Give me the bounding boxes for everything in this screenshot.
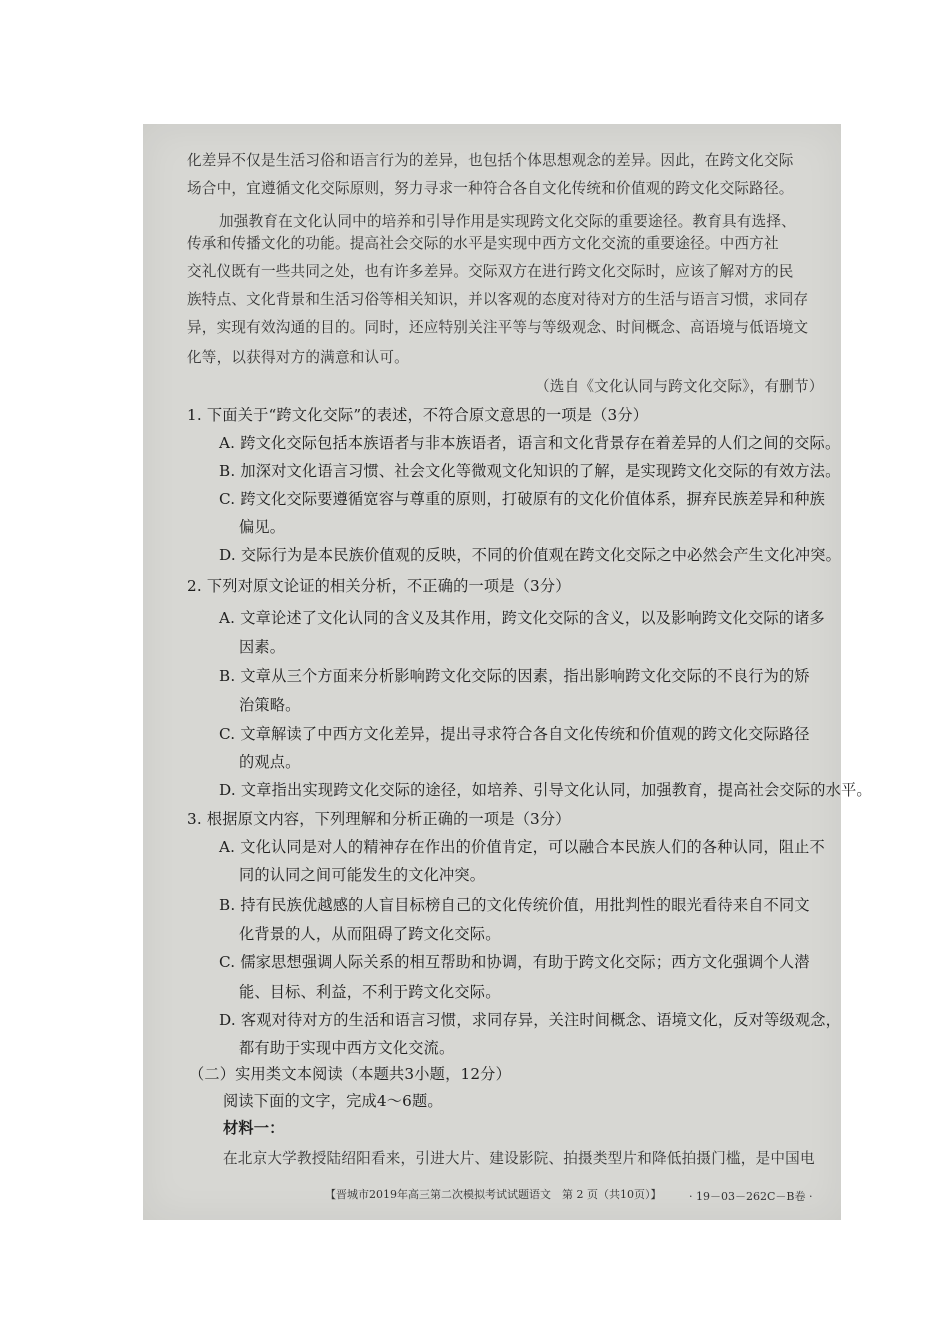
material-line-1: 在北京大学教授陆绍阳看来，引进大片、建设影院、拍摄类型片和降低拍摄门槛，是中国电	[223, 1150, 815, 1167]
exam-page	[143, 124, 872, 1220]
page-footer-info: 【晋城市2019年高三第二次模拟考试试题语文 第 2 页（共10页）】	[325, 1188, 662, 1201]
passage-line-6: 族特点、文化背景和生活习俗等相关知识，并以客观的态度对待对方的生活与语言习惯，求同存	[187, 291, 809, 308]
question-1-option-d: D. 交际行为是本民族价值观的反映，不同的价值观在跨文化交际之中必然会产生文化冲突。	[219, 546, 842, 564]
question-3-option-b: B. 持有民族优越感的人盲目标榜自己的文化传统价值，用批判性的眼光看待来自不同文	[219, 896, 810, 914]
question-3-option-c-cont: 能、目标、利益，不利于跨文化交际。	[239, 983, 501, 1001]
question-3-option-d-cont: 都有助于实现中西方文化交流。	[239, 1039, 455, 1057]
question-3-option-d: D. 客观对待对方的生活和语言习惯，求同存异，关注时间概念、语境文化，反对等级观念，	[219, 1011, 842, 1029]
question-2-option-c-cont: 的观点。	[239, 753, 301, 771]
passage-source: （选自《文化认同与跨文化交际》，有删节）	[535, 378, 824, 395]
page-footer-code: · 19－03－262C－B卷 ·	[689, 1190, 813, 1203]
question-3-option-a: A. 文化认同是对人的精神存在作出的价值肯定，可以融合本民族人们的各种认同，阻止不	[219, 838, 825, 856]
question-1-stem: 1. 下面关于“跨文化交际”的表述，不符合原文意思的一项是（3分）	[187, 406, 649, 424]
question-1-option-a: A. 跨文化交际包括本族语者与非本族语者，语言和文化背景存在着差异的人们之间的交际。	[219, 434, 841, 452]
question-1-option-c: C. 跨文化交际要遵循宽容与尊重的原则，打破原有的文化价值体系，摒弃民族差异和种族	[219, 490, 826, 508]
section-2-heading: （二）实用类文本阅读（本题共3小题，12分）	[189, 1065, 511, 1083]
question-2-stem: 2. 下列对原文论证的相关分析，不正确的一项是（3分）	[187, 577, 571, 595]
question-1-option-b: B. 加深对文化语言习惯、社会文化等微观文化知识的了解，是实现跨文化交际的有效方法。	[219, 462, 841, 480]
section-2-instruction: 阅读下面的文字，完成4～6题。	[223, 1092, 443, 1110]
material-label: 材料一：	[223, 1119, 285, 1137]
question-2-option-d: D. 文章指出实现跨文化交际的途径，如培养、引导文化认同，加强教育，提高社会交际的水平。	[219, 781, 872, 799]
passage-line-5: 交礼仪既有一些共同之处，也有许多差异。交际双方在进行跨文化交际时，应该了解对方的民	[187, 263, 794, 280]
question-2-option-b: B. 文章从三个方面来分析影响跨文化交际的因素，指出影响跨文化交际的不良行为的矫	[219, 667, 810, 685]
passage-line-3: 加强教育在文化认同中的培养和引导作用是实现跨文化交际的重要途径。教育具有选择、	[219, 213, 796, 230]
passage-line-2: 场合中，宜遵循文化交际原则，努力寻求一种符合各自文化传统和价值观的跨文化交际路径。	[187, 180, 794, 197]
passage-line-8: 化等，以获得对方的满意和认可。	[187, 349, 409, 366]
question-3-option-c: C. 儒家思想强调人际关系的相互帮助和协调，有助于跨文化交际；西方文化强调个人潜	[219, 953, 810, 971]
passage-line-1: 化差异不仅是生活习俗和语言行为的差异，也包括个体思想观念的差异。因此，在跨文化交际	[187, 152, 794, 169]
question-2-option-c: C. 文章解读了中西方文化差异，提出寻求符合各自文化传统和价值观的跨文化交际路径	[219, 725, 810, 743]
question-2-option-b-cont: 治策略。	[239, 696, 301, 714]
passage-line-4: 传承和传播文化的功能。提高社会交际的水平是实现中西方文化交流的重要途径。中西方社	[187, 235, 779, 252]
passage-line-7: 异，实现有效沟通的目的。同时，还应特别关注平等与等级观念、时间概念、高语境与低语境文	[187, 319, 809, 336]
question-2-option-a-cont: 因素。	[239, 638, 286, 656]
question-3-option-a-cont: 同的认同之间可能发生的文化冲突。	[239, 866, 486, 884]
question-3-stem: 3. 根据原文内容，下列理解和分析正确的一项是（3分）	[187, 810, 571, 828]
question-3-option-b-cont: 化背景的人，从而阻碍了跨文化交际。	[239, 925, 501, 943]
question-1-option-c-cont: 偏见。	[239, 518, 286, 536]
question-2-option-a: A. 文章论述了文化认同的含义及其作用，跨文化交际的含义，以及影响跨文化交际的诸多	[219, 609, 825, 627]
